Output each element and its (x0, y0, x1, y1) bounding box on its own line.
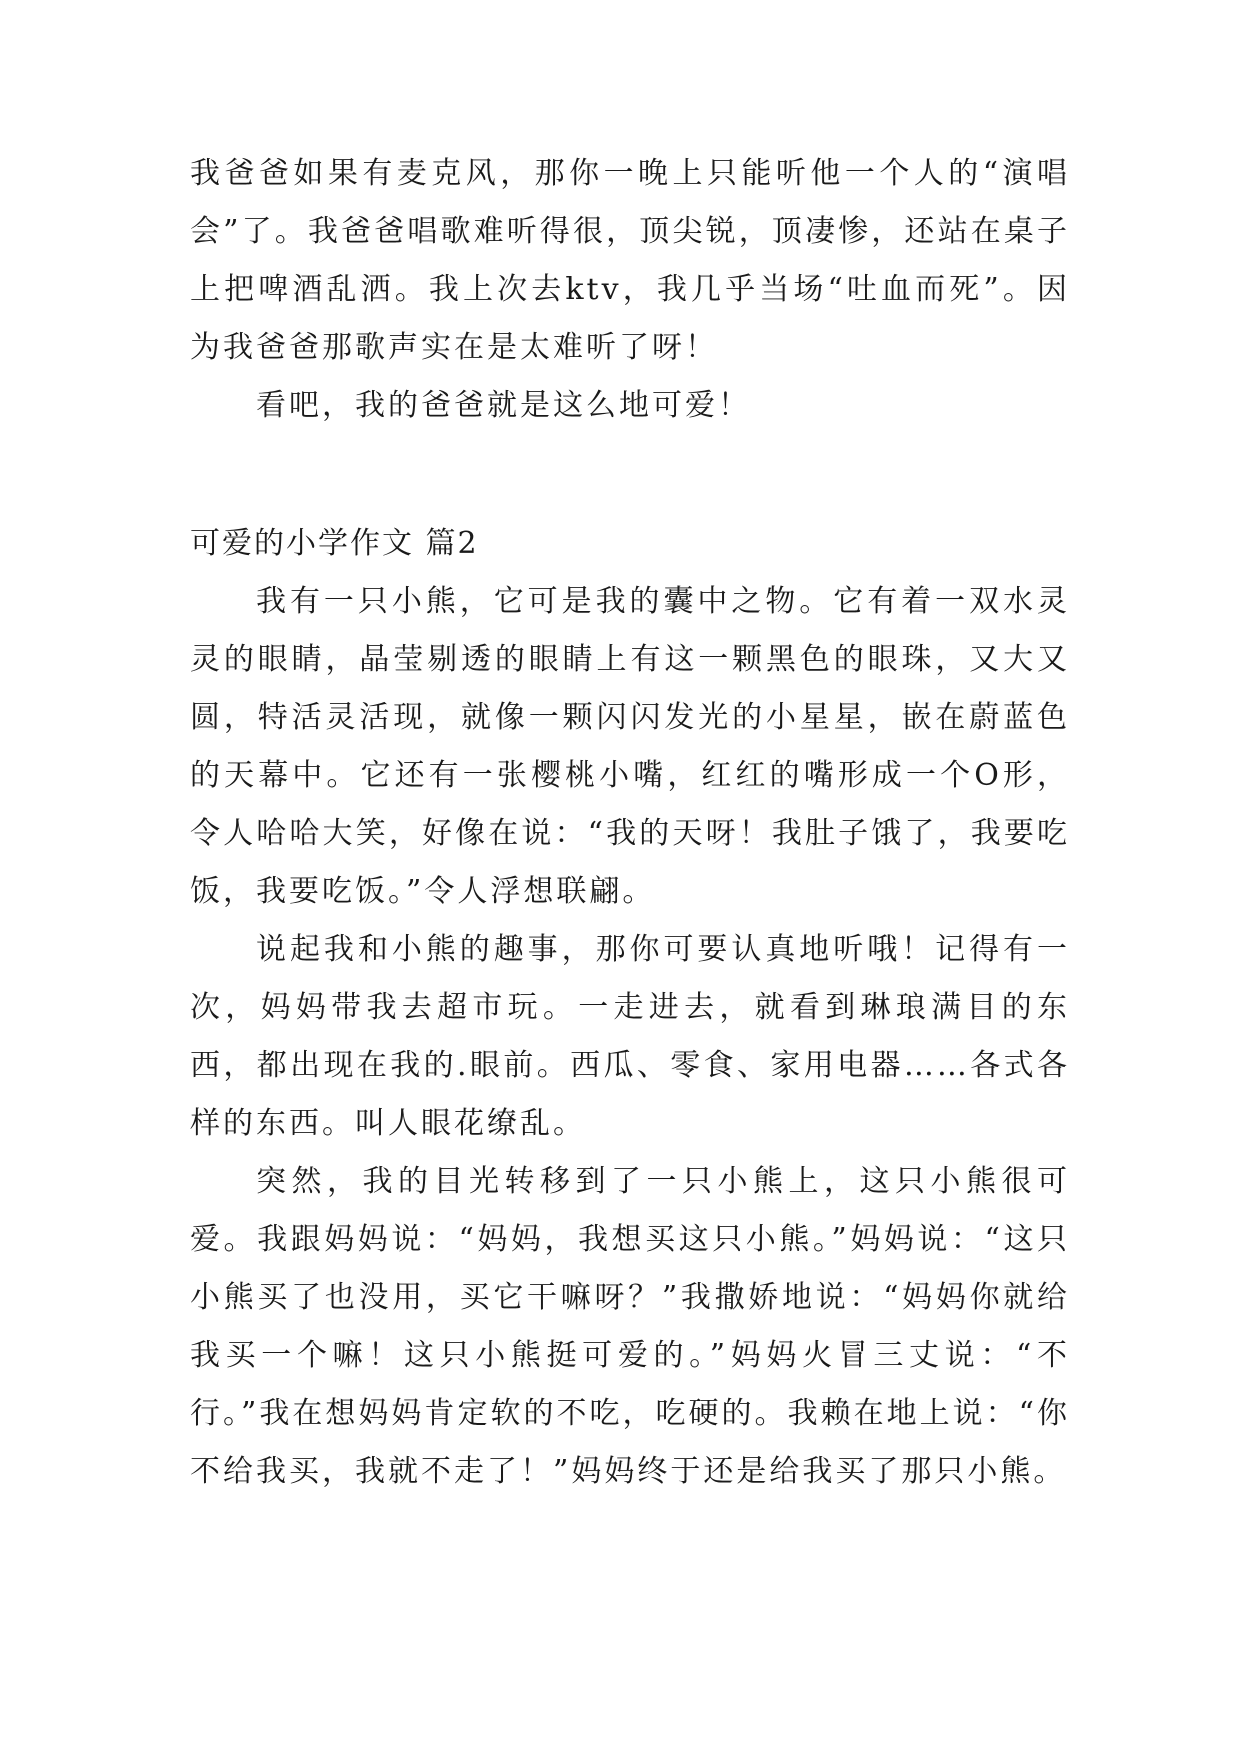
paragraph-buying-bear: 突然，我的目光转移到了一只小熊上，这只小熊很可爱。我跟妈妈说：“妈妈，我想买这只小熊。”妈妈说：“这只小熊买了也没用，买它干嘛呀？”我撒娇地说：“妈妈你就给我买一个嘛！这只小熊挺可爱的。”妈妈火冒三丈说：“不行。”我在想妈妈肯定软的不吃，吃硬的。我赖在地上说：“你不给我买，我就不走了！”妈妈终于还是给我买了那只小熊。 (190, 1164, 1070, 1489)
paragraph-bear-description: 我有一只小熊，它可是我的囊中之物。它有着一双水灵灵的眼睛，晶莹剔透的眼睛上有这一颗黑色的眼珠，又大又圆，特活灵活现，就像一颗闪闪发光的小星星，嵌在蔚蓝色的天幕中。它还有一张樱桃小嘴，红红的嘴形成一个O形，令人哈哈大笑，好像在说：“我的天呀！我肚子饿了，我要吃饭，我要吃饭。”令人浮想联翩。 (190, 584, 1070, 909)
paragraph-supermarket: 说起我和小熊的趣事，那你可要认真地听哦！记得有一次，妈妈带我去超市玩。一走进去，就看到琳琅满目的东西，都出现在我的.眼前。西瓜、零食、家用电器……各式各样的东西。叫人眼花缭乱。 (190, 932, 1070, 1141)
document-body (190, 145, 1070, 1501)
paragraph-dad-cute: 看吧，我的爸爸就是这么地可爱！ (256, 388, 751, 423)
section-title: 可爱的小学作文 篇2 (190, 526, 479, 561)
paragraph-dad-singing: 我爸爸如果有麦克风，那你一晚上只能听他一个人的“演唱会”了。我爸爸唱歌难听得很，顶尖锐，顶凄惨，还站在桌子上把啤酒乱洒。我上次去ktv，我几乎当场“吐血而死”。因为我爸爸那歌声实在是太难听了呀！ (190, 156, 1070, 365)
